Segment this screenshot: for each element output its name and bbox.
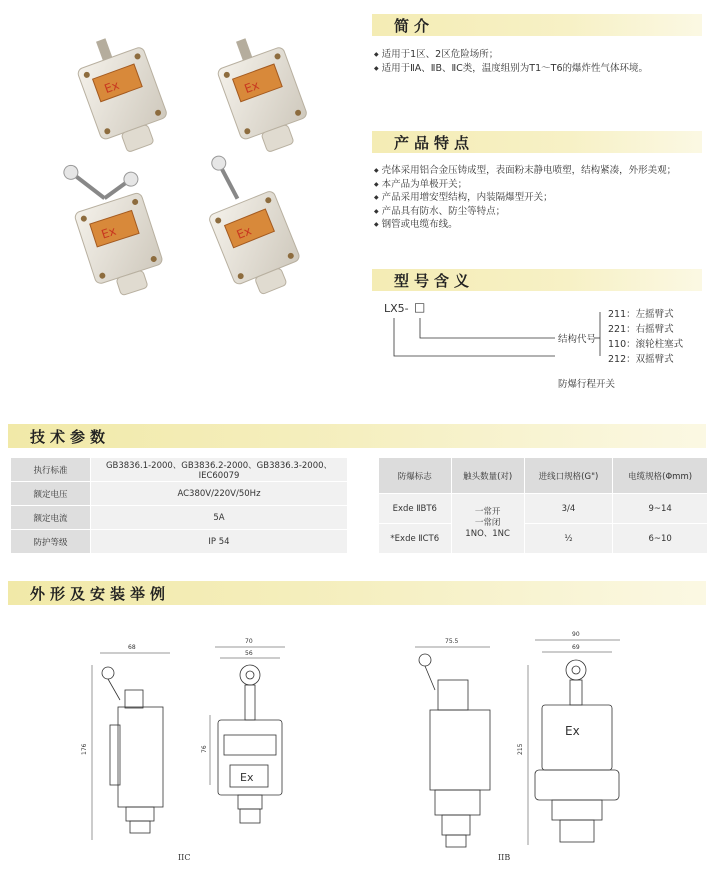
- photo-ex-label-2: Ex: [242, 77, 262, 97]
- model-title: 型号含义: [394, 272, 475, 290]
- drawing-ex-label-2: Ex: [565, 724, 580, 738]
- cell-contacts: [451, 494, 524, 554]
- product-photo-group: [55, 18, 330, 308]
- spec-value: GB3836.1-2000、GB3836.2-2000、GB3836.3-2000、IEC60079: [91, 458, 348, 482]
- product-photos: [55, 18, 330, 308]
- dimension-drawings: [80, 625, 640, 865]
- model-code-prefix: LX5-: [384, 302, 409, 315]
- iic-front-view: [201, 638, 285, 823]
- cell-cable: 6~10: [613, 524, 708, 554]
- dim-c-front-w1: 70: [245, 638, 253, 645]
- feature-item: ◆ 本产品为单极开关；: [374, 178, 676, 192]
- intro-list: [374, 48, 648, 75]
- drawing-ex-label-1: Ex: [240, 771, 254, 784]
- cell-mark: Exde ⅡBT6: [379, 494, 452, 524]
- feature-item: ◆ 产品具有防水、防尘等特点；: [374, 205, 676, 219]
- spec-key: 防护等级: [11, 530, 91, 554]
- model-diagram: [372, 298, 712, 398]
- model-option: 211：左摇臂式: [608, 309, 674, 320]
- feature-item: ◆ 壳体采用铝合金压铸成型，表面粉末静电喷塑，结构紧凑，外形美观；: [374, 164, 676, 178]
- spec-key: 执行标准: [11, 458, 91, 482]
- switch-photo-2: [210, 27, 315, 159]
- photo-ex-label-1: Ex: [102, 77, 122, 97]
- dim-b-front-w2: 69: [572, 644, 580, 651]
- col-header: 防爆标志: [379, 458, 452, 494]
- cell-cable: 9~14: [613, 494, 708, 524]
- intro-item: ◆ 适用于1区、2区危险场所；: [374, 48, 648, 62]
- feature-item: ◆ 钢管或电缆布线。: [374, 218, 676, 232]
- switch-photo-1: [70, 27, 175, 159]
- table-row: [11, 458, 348, 482]
- dim-c-front-w2: 56: [245, 650, 253, 657]
- model-header: [372, 269, 702, 291]
- explosion-spec-table: [378, 457, 708, 554]
- specs-header: [8, 424, 706, 448]
- iib-side-view: [415, 638, 490, 847]
- caption-iic: IIC: [178, 853, 191, 862]
- features-list: [374, 164, 676, 232]
- dim-c-h: 176: [81, 743, 88, 755]
- spec-value: AC380V/220V/50Hz: [91, 482, 348, 506]
- cell-thread: 3/4: [524, 494, 613, 524]
- caption-iib: IIB: [498, 853, 511, 862]
- dim-b-front-w1: 90: [572, 631, 580, 638]
- install-header: [8, 581, 706, 605]
- switch-photo-3: [59, 147, 171, 302]
- specs-title: 技术参数: [30, 428, 111, 446]
- col-header: 触头数量(对): [451, 458, 524, 494]
- table-row: [379, 494, 708, 524]
- iic-side-view: [81, 644, 170, 840]
- cell-mark: *Exde ⅡCT6: [379, 524, 452, 554]
- table-row: [11, 530, 348, 554]
- table-header-row: [379, 458, 708, 494]
- model-label-code: 结构代号: [558, 334, 597, 345]
- features-title: 产品特点: [394, 134, 475, 152]
- iib-front-view: [517, 631, 620, 845]
- install-title: 外形及安装举例: [30, 585, 171, 603]
- model-label-name: 防爆行程开关: [558, 379, 616, 390]
- contacts-line: 一常开: [474, 507, 501, 517]
- model-code-box: □: [414, 300, 426, 314]
- table-row: [11, 506, 348, 530]
- contacts-line: 一常闭: [474, 518, 501, 528]
- table-row: [11, 482, 348, 506]
- photo-ex-label-3: Ex: [99, 223, 118, 242]
- spec-value: IP 54: [91, 530, 348, 554]
- specs-table: [10, 457, 348, 554]
- col-header: 电缆规格(Φmm): [613, 458, 708, 494]
- model-option: 110：滚轮柱塞式: [608, 339, 684, 350]
- dim-b-h: 215: [517, 743, 524, 755]
- dim-c-h2: 76: [201, 745, 208, 753]
- switch-photo-4: [188, 142, 307, 303]
- table-row: [379, 524, 708, 554]
- model-option: 212：双摇臂式: [608, 354, 674, 365]
- drawing-canvas: [80, 625, 640, 865]
- intro-header: [372, 14, 702, 36]
- spec-value: 5A: [91, 506, 348, 530]
- col-header: 进线口规格(G"): [524, 458, 613, 494]
- spec-key: 额定电流: [11, 506, 91, 530]
- intro-item: ◆ 适用于ⅡA、ⅡB、ⅡC类，温度组别为T1～T6的爆炸性气体环境。: [374, 62, 648, 76]
- intro-title: 简介: [394, 17, 435, 35]
- features-header: [372, 131, 702, 153]
- dim-b-side-w: 75.5: [445, 638, 459, 645]
- feature-item: ◆ 产品采用增安型结构，内装隔爆型开关；: [374, 191, 676, 205]
- spec-key: 额定电压: [11, 482, 91, 506]
- cell-thread: ½: [524, 524, 613, 554]
- dim-c-side-w: 68: [128, 644, 136, 651]
- model-option: 221：右摇臂式: [608, 324, 674, 335]
- contacts-line: 1NO、1NC: [465, 529, 510, 539]
- photo-ex-label-4: Ex: [234, 223, 254, 242]
